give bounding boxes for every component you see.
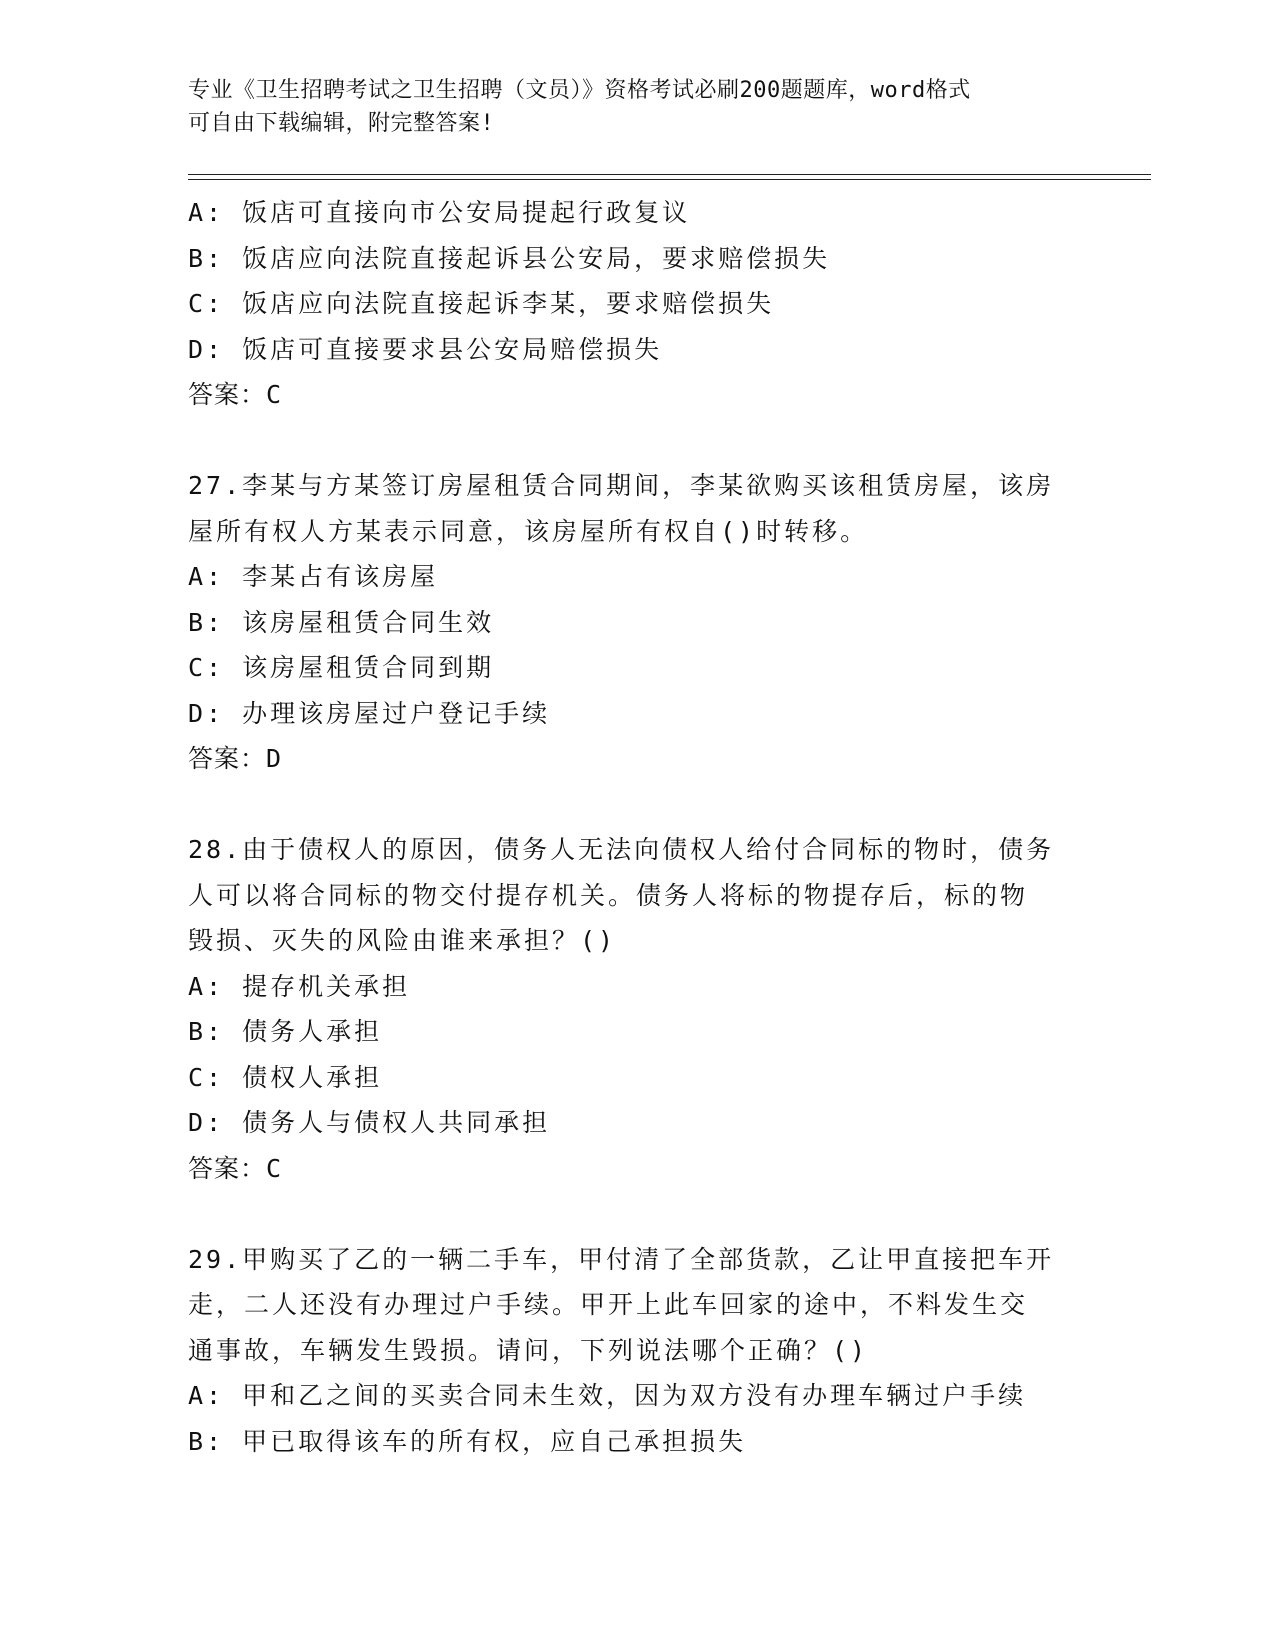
question-spacer [188, 418, 1088, 464]
q26-option-a: A: 饭店可直接向市公安局提起行政复议 [188, 198, 691, 227]
q26-option-d: D: 饭店可直接要求县公安局赔偿损失 [188, 334, 663, 364]
question-27 [188, 463, 1088, 782]
q29-option-a: A: 甲和乙之间的买卖合同未生效，因为双方没有办理车辆过户手续 [188, 1381, 1027, 1410]
q28-answer: 答案：C [188, 1153, 283, 1183]
q27-stem-line-2: 屋所有权人方某表示同意，该房屋所有权自()时转移。 [188, 516, 869, 546]
header-divider-bottom [188, 179, 1151, 180]
q28-stem-line-1: 28.由于债权人的原因，债务人无法向债权人给付合同标的物时，债务 [188, 835, 1055, 864]
q26-option-b: B: 饭店应向法院直接起诉县公安局，要求赔偿损失 [188, 243, 831, 273]
q29-stem-line-1: 29.甲购买了乙的一辆二手车，甲付清了全部货款，乙让甲直接把车开 [188, 1244, 1055, 1274]
q28-stem-line-3: 毁损、灭失的风险由谁来承担？() [188, 926, 617, 955]
q27-answer: 答案：D [188, 744, 283, 773]
q29-stem-line-3: 通事故，车辆发生毁损。请问，下列说法哪个正确？() [188, 1335, 869, 1365]
q28-option-c: C: 债权人承担 [188, 1062, 383, 1092]
question-28 [188, 827, 1088, 1191]
q28-option-a: A: 提存机关承担 [188, 971, 411, 1001]
header-title-line-2: 可自由下载编辑，附完整答案! [188, 111, 495, 136]
q26-option-c: C: 饭店应向法院直接起诉李某，要求赔偿损失 [188, 289, 775, 318]
q28-stem-line-2: 人可以将合同标的物交付提存机关。债务人将标的物提存后，标的物 [188, 880, 1029, 910]
header-title-line-1: 专业《卫生招聘考试之卫生招聘（文员）》资格考试必刷200题题库，word格式 [188, 78, 971, 103]
q28-option-b: B: 债务人承担 [188, 1017, 383, 1046]
question-spacer [188, 782, 1088, 828]
q27-option-b: B: 该房屋租赁合同生效 [188, 607, 495, 637]
question-list [188, 190, 1088, 1464]
q27-option-c: C: 该房屋租赁合同到期 [188, 653, 495, 682]
q26-answer: 答案：C [188, 380, 283, 409]
q29-option-b: B: 甲已取得该车的所有权，应自己承担损失 [188, 1426, 747, 1456]
question-29 [188, 1237, 1088, 1465]
q29-stem-line-2: 走，二人还没有办理过户手续。甲开上此车回家的途中，不料发生交 [188, 1290, 1029, 1319]
question-26-continued [188, 190, 1088, 418]
question-spacer [188, 1191, 1088, 1237]
q27-option-d: D: 办理该房屋过户登记手续 [188, 698, 551, 728]
q28-option-d: D: 债务人与债权人共同承担 [188, 1108, 551, 1137]
header-divider-top [188, 174, 1151, 175]
q27-stem-line-1: 27.李某与方某签订房屋租赁合同期间，李某欲购买该租赁房屋，该房 [188, 471, 1055, 500]
document-header [188, 74, 1088, 140]
q27-option-a: A: 李某占有该房屋 [188, 562, 439, 591]
